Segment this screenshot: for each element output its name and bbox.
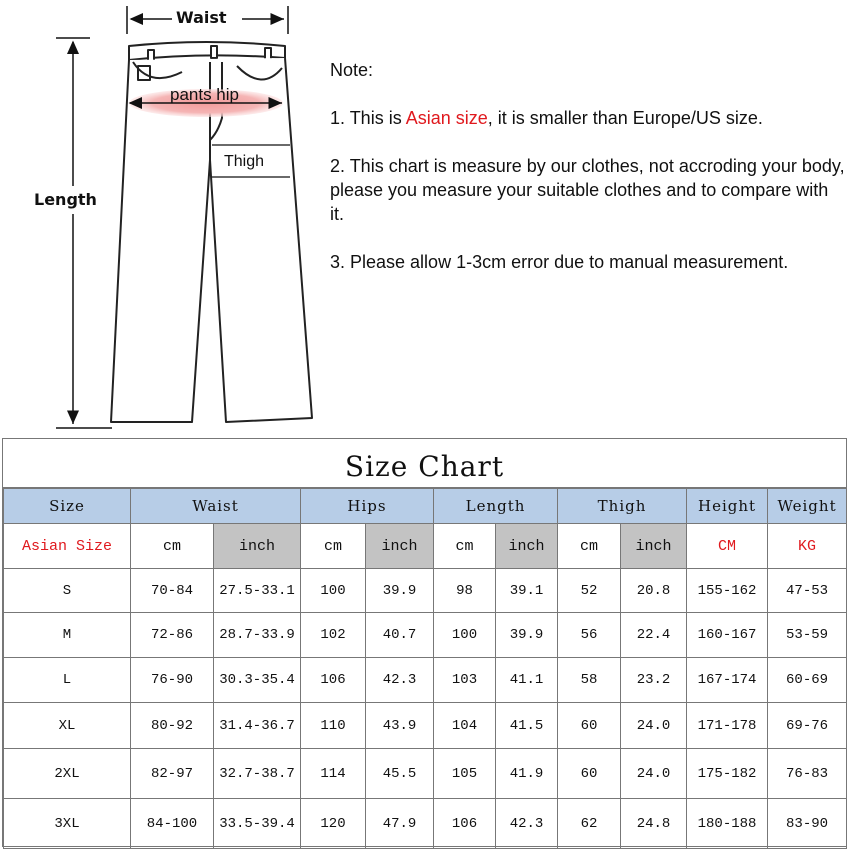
pants-drawing: [0, 0, 320, 440]
cell-thigh-inch: 20.8: [621, 569, 687, 613]
cell-weight-kg: 53-59: [768, 613, 847, 658]
cell-length-cm: 100: [434, 613, 496, 658]
cell-length-inch: 39.1: [496, 569, 558, 613]
cell-size: 3XL: [4, 799, 131, 849]
cell-thigh-cm: 52: [558, 569, 621, 613]
cell-hips-inch: 45.5: [366, 749, 434, 799]
cell-thigh-inch: 24.8: [621, 799, 687, 849]
cell-waist-inch: 33.5-39.4: [214, 799, 301, 849]
unit-hips-cm: cm: [301, 524, 366, 569]
cell-length-inch: 39.9: [496, 613, 558, 658]
cell-waist-cm: 84-100: [131, 799, 214, 849]
cell-hips-cm: 120: [301, 799, 366, 849]
cell-height-cm: 167-174: [687, 658, 768, 703]
cell-length-inch: 41.9: [496, 749, 558, 799]
cell-size: 2XL: [4, 749, 131, 799]
cell-height-cm: 155-162: [687, 569, 768, 613]
cell-height-cm: 171-178: [687, 703, 768, 749]
note-1-asian-size: Asian size: [405, 108, 488, 128]
cell-hips-cm: 110: [301, 703, 366, 749]
cell-thigh-cm: 58: [558, 658, 621, 703]
pants-diagram: [0, 0, 320, 440]
cell-weight-kg: 60-69: [768, 658, 847, 703]
cell-size: S: [4, 569, 131, 613]
unit-waist-inch: inch: [214, 524, 301, 569]
cell-waist-inch: 32.7-38.7: [214, 749, 301, 799]
note-1-prefix: 1. This is: [330, 108, 406, 128]
notes-title: Note:: [330, 60, 374, 80]
size-chart: [2, 438, 847, 847]
header-length: Length: [434, 489, 558, 524]
cell-weight-kg: 69-76: [768, 703, 847, 749]
cell-hips-inch: 39.9: [366, 569, 434, 613]
cell-height-cm: 180-188: [687, 799, 768, 849]
note-2-line-1: 2. This chart is measure by our clothes, not accroding your body,: [330, 156, 845, 176]
unit-weight-kg: KG: [768, 524, 847, 569]
cell-hips-cm: 106: [301, 658, 366, 703]
cell-weight-kg: 47-53: [768, 569, 847, 613]
cell-thigh-cm: 56: [558, 613, 621, 658]
cell-thigh-cm: 60: [558, 703, 621, 749]
cell-thigh-inch: 24.0: [621, 749, 687, 799]
cell-hips-cm: 100: [301, 569, 366, 613]
notes-block: [330, 58, 845, 298]
cell-hips-inch: 43.9: [366, 703, 434, 749]
length-label: Length: [34, 190, 97, 209]
cell-waist-cm: 72-86: [131, 613, 214, 658]
cell-size: XL: [4, 703, 131, 749]
unit-thigh-inch: inch: [621, 524, 687, 569]
header-size: Size: [4, 489, 131, 524]
cell-weight-kg: 83-90: [768, 799, 847, 849]
cell-length-cm: 105: [434, 749, 496, 799]
unit-height-cm: CM: [687, 524, 768, 569]
thigh-label: Thigh: [224, 153, 265, 170]
cell-weight-kg: 76-83: [768, 749, 847, 799]
cell-hips-inch: 42.3: [366, 658, 434, 703]
note-3: 3. Please allow 1-3cm error due to manual measurement.: [330, 252, 789, 272]
cell-length-cm: 98: [434, 569, 496, 613]
cell-waist-cm: 82-97: [131, 749, 214, 799]
cell-length-inch: 41.5: [496, 703, 558, 749]
cell-length-cm: 104: [434, 703, 496, 749]
cell-height-cm: 160-167: [687, 613, 768, 658]
cell-hips-cm: 102: [301, 613, 366, 658]
table-row: [4, 569, 847, 613]
unit-length-inch: inch: [496, 524, 558, 569]
unit-hips-inch: inch: [366, 524, 434, 569]
cell-waist-inch: 28.7-33.9: [214, 613, 301, 658]
cell-height-cm: 175-182: [687, 749, 768, 799]
cell-size: M: [4, 613, 131, 658]
unit-thigh-cm: cm: [558, 524, 621, 569]
table-row: [4, 749, 847, 799]
header-waist: Waist: [131, 489, 301, 524]
cell-waist-inch: 30.3-35.4: [214, 658, 301, 703]
hip-label: pants hip: [170, 85, 239, 104]
cell-waist-cm: 80-92: [131, 703, 214, 749]
cell-thigh-cm: 62: [558, 799, 621, 849]
table-row: [4, 703, 847, 749]
cell-waist-inch: 27.5-33.1: [214, 569, 301, 613]
cell-length-cm: 106: [434, 799, 496, 849]
cell-waist-cm: 76-90: [131, 658, 214, 703]
cell-waist-cm: 70-84: [131, 569, 214, 613]
cell-thigh-inch: 24.0: [621, 703, 687, 749]
header-hips: Hips: [301, 489, 434, 524]
note-2-line-2: please you measure your suitable clothes and to compare with it.: [330, 180, 829, 224]
cell-hips-cm: 114: [301, 749, 366, 799]
header-row: [4, 489, 847, 524]
cell-thigh-cm: 60: [558, 749, 621, 799]
note-1: [330, 106, 845, 130]
cell-length-inch: 42.3: [496, 799, 558, 849]
cell-hips-inch: 40.7: [366, 613, 434, 658]
cell-length-cm: 103: [434, 658, 496, 703]
note-1-suffix: , it is smaller than Europe/US size.: [487, 108, 763, 128]
cell-length-inch: 41.1: [496, 658, 558, 703]
cell-thigh-inch: 22.4: [621, 613, 687, 658]
cell-hips-inch: 47.9: [366, 799, 434, 849]
cell-size: L: [4, 658, 131, 703]
cell-thigh-inch: 23.2: [621, 658, 687, 703]
header-weight: Weight: [768, 489, 847, 524]
chart-title: Size Chart: [3, 439, 846, 488]
unit-asian-size: Asian Size: [4, 524, 131, 569]
unit-length-cm: cm: [434, 524, 496, 569]
unit-waist-cm: cm: [131, 524, 214, 569]
units-row: [4, 524, 847, 569]
header-thigh: Thigh: [558, 489, 687, 524]
waist-label: Waist: [176, 8, 227, 27]
table-row: [4, 658, 847, 703]
header-height: Height: [687, 489, 768, 524]
note-2: [330, 154, 845, 226]
length-dimension: [56, 38, 112, 428]
cell-waist-inch: 31.4-36.7: [214, 703, 301, 749]
size-rows: [4, 569, 847, 849]
table-row: [4, 799, 847, 849]
size-table: [3, 488, 847, 849]
table-row: [4, 613, 847, 658]
